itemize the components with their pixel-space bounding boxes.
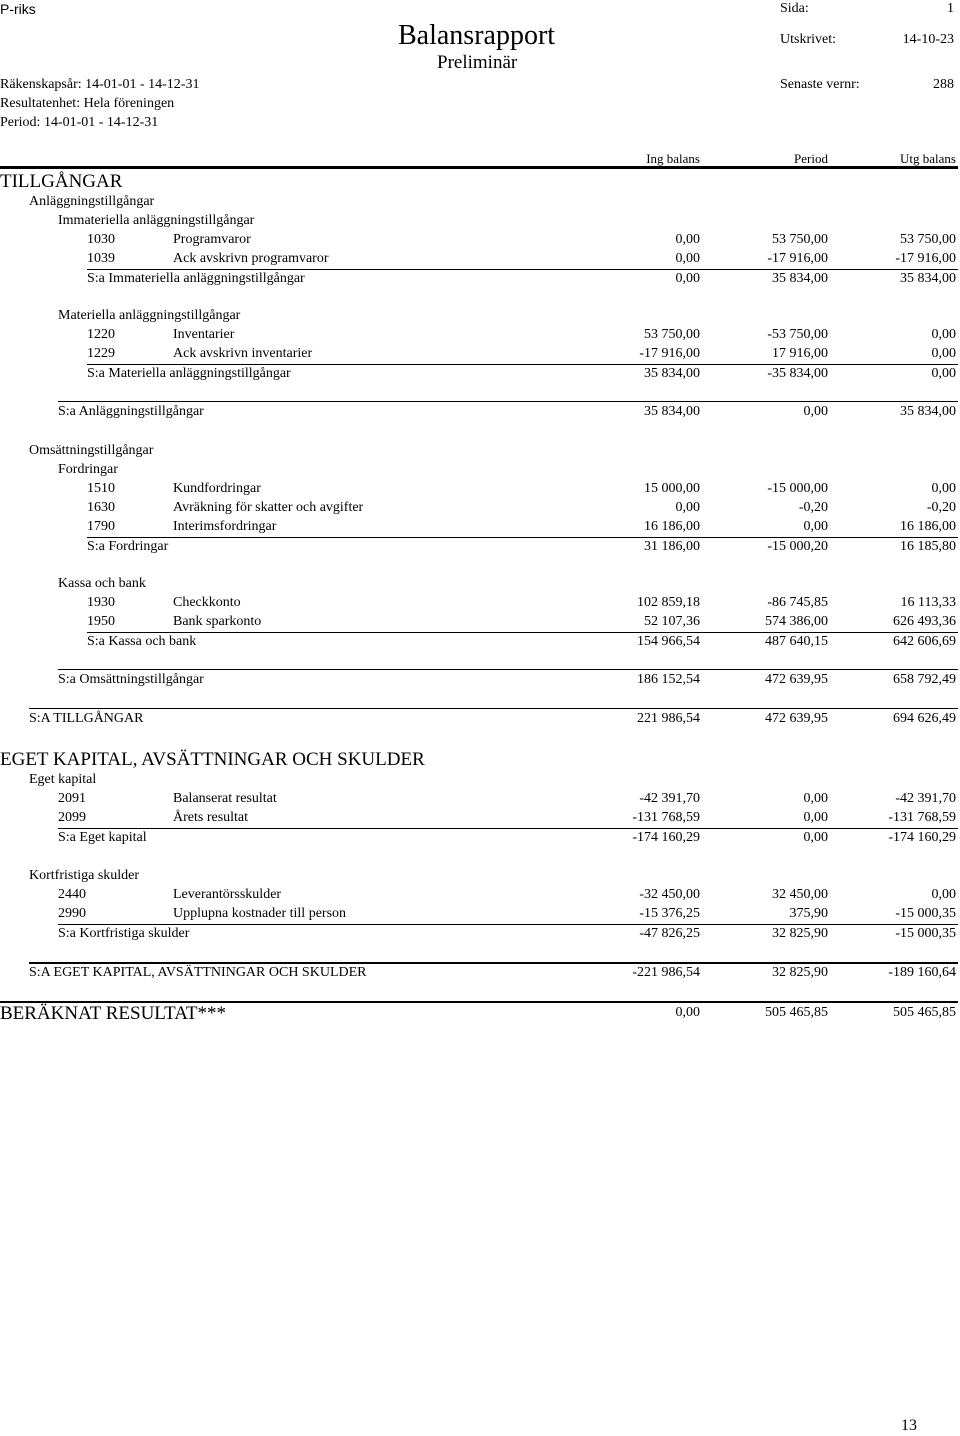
value-period: 472 639,95 [765,672,828,687]
value-ing: 15 000,00 [644,481,700,496]
group-title: Kortfristiga skulder [29,868,140,883]
sum-label: S:a Omsättningstillgångar [58,672,204,687]
value-utg: 0,00 [931,481,956,496]
sum-row [0,635,960,653]
value-period: 472 639,95 [765,711,828,726]
value-ing: -174 160,29 [632,830,700,845]
group-title: Omsättningstillgångar [29,443,154,458]
group-heading [0,444,960,462]
account-row [0,328,960,346]
value-utg: 626 493,36 [893,614,956,629]
value-ing: -221 986,54 [632,965,700,980]
sum-rule [87,364,958,365]
sum-rule [58,669,958,670]
value-utg: 0,00 [931,887,956,902]
sum-row [0,405,960,423]
value-utg: 0,00 [931,366,956,381]
sum-label: S:a Kassa och bank [87,634,197,649]
value-ing: 102 859,18 [637,595,700,610]
sum-rule [87,537,958,538]
subgroup-heading [0,309,960,327]
sum-row [0,831,960,849]
value-utg: -131 768,59 [888,810,956,825]
value-period: -53 750,00 [767,327,828,342]
printed-date: 14-10-23 [902,32,954,47]
value-utg: 53 750,00 [900,232,956,247]
value-ing: -17 916,00 [639,346,700,361]
sum-row [0,712,960,730]
value-utg: 642 606,69 [893,634,956,649]
sum-rule [29,708,958,709]
account-name: Kundfordringar [173,481,261,496]
value-period: 505 465,85 [765,1005,828,1020]
account-code: 2440 [58,887,86,902]
value-ing: 53 750,00 [644,327,700,342]
value-period: 0,00 [803,404,828,419]
printed-label: Utskrivet: [780,32,836,47]
value-ing: -42 391,70 [639,791,700,806]
sum-label: S:a Immateriella anläggningstillgångar [87,271,305,286]
account-row [0,811,960,829]
sum-rule [87,269,958,270]
value-period: 32 450,00 [772,887,828,902]
sum-rule [58,924,958,925]
value-utg: 35 834,00 [900,271,956,286]
value-utg: 694 626,49 [893,711,956,726]
account-code: 2099 [58,810,86,825]
value-utg: -0,20 [926,500,956,515]
period-range: Period: 14-01-01 - 14-12-31 [0,115,159,130]
value-ing: -32 450,00 [639,887,700,902]
sum-label: S:a Anläggningstillgångar [58,404,204,419]
subgroup-title: Immateriella anläggningstillgångar [58,213,255,228]
value-period: 0,00 [803,830,828,845]
account-row [0,501,960,519]
sum-rule [29,962,958,964]
value-ing: 16 186,00 [644,519,700,534]
sum-row [0,927,960,945]
account-row [0,596,960,614]
value-period: -35 834,00 [767,366,828,381]
sum-row [0,966,960,984]
value-ing: 186 152,54 [637,672,700,687]
sum-row [0,367,960,385]
sum-rule [87,632,958,633]
account-row [0,347,960,365]
account-code: 2091 [58,791,86,806]
value-utg: 658 792,49 [893,672,956,687]
value-utg: 35 834,00 [900,404,956,419]
group-heading [0,869,960,887]
account-row [0,520,960,538]
value-period: 0,00 [803,519,828,534]
account-name: Ack avskrivn programvaror [173,251,329,266]
value-ing: 0,00 [675,232,700,247]
value-utg: 0,00 [931,327,956,342]
value-period: 574 386,00 [765,614,828,629]
subgroup-title: Materiella anläggningstillgångar [58,308,241,323]
value-period: 17 916,00 [772,346,828,361]
sum-rule [58,828,958,829]
value-utg: -42 391,70 [895,791,956,806]
account-row [0,615,960,633]
sum-label: S:A EGET KAPITAL, AVSÄTTNINGAR OCH SKULDER [29,965,367,980]
result-unit: Resultatenhet: Hela föreningen [0,96,175,111]
value-period: 32 825,90 [772,965,828,980]
sum-rule [58,401,958,402]
account-name: Årets resultat [173,810,249,825]
account-row [0,907,960,925]
org-name: P-riks [0,1,36,17]
result-row [0,1003,960,1024]
section-title: TILLGÅNGAR [0,171,123,192]
value-period: -86 745,85 [767,595,828,610]
value-ing: 35 834,00 [644,404,700,419]
page-label: Sida: [780,1,809,16]
value-ing: 31 186,00 [644,539,700,554]
value-period: -17 916,00 [767,251,828,266]
sum-row [0,540,960,558]
value-period: -0,20 [798,500,828,515]
value-utg: 16 186,00 [900,519,956,534]
account-name: Inventarier [173,327,235,342]
account-code: 1229 [87,346,115,361]
page-number: 13 [901,1417,917,1434]
subgroup-title: Kassa och bank [58,576,146,591]
account-name: Leverantörsskulder [173,887,282,902]
value-utg: -189 160,64 [888,965,956,980]
account-name: Upplupna kostnader till person [173,906,347,921]
account-row [0,252,960,270]
account-name: Balanserat resultat [173,791,277,806]
fiscal-year: Räkenskapsår: 14-01-01 - 14-12-31 [0,77,200,92]
value-ing: 0,00 [675,1005,700,1020]
value-ing: 0,00 [675,271,700,286]
sum-row [0,673,960,691]
section-title: EGET KAPITAL, AVSÄTTNINGAR OCH SKULDER [0,749,425,770]
sum-label: S:a Fordringar [87,539,169,554]
value-utg: 0,00 [931,346,956,361]
account-name: Ack avskrivn inventarier [173,346,313,361]
value-ing: 0,00 [675,500,700,515]
sum-label: S:a Materiella anläggningstillgångar [87,366,291,381]
subgroup-heading [0,214,960,232]
section-heading [0,750,960,768]
account-row [0,888,960,906]
account-row [0,482,960,500]
value-period: 53 750,00 [772,232,828,247]
subgroup-heading [0,463,960,481]
group-heading [0,773,960,791]
account-code: 1790 [87,519,115,534]
value-period: 487 640,15 [765,634,828,649]
col-utg-balans: Utg balans [900,151,956,166]
section-heading [0,172,960,190]
value-period: -15 000,00 [767,481,828,496]
value-utg: 16 113,33 [900,595,956,610]
latest-vernr-value: 288 [933,77,954,92]
account-code: 1510 [87,481,115,496]
value-period: 0,00 [803,791,828,806]
value-ing: -131 768,59 [632,810,700,825]
value-period: 32 825,90 [772,926,828,941]
group-title: Eget kapital [29,772,97,787]
report-subtitle: Preliminär [437,52,518,73]
account-code: 1030 [87,232,115,247]
sum-label: S:A TILLGÅNGAR [29,711,144,726]
page-value: 1 [947,1,954,16]
value-period: 0,00 [803,810,828,825]
account-code: 1039 [87,251,115,266]
account-row [0,233,960,251]
sum-label: S:a Eget kapital [58,830,147,845]
subgroup-title: Fordringar [58,462,118,477]
value-utg: 505 465,85 [893,1005,956,1020]
value-utg: -15 000,35 [895,906,956,921]
header-rule [0,166,958,169]
value-ing: 221 986,54 [637,711,700,726]
account-code: 1950 [87,614,115,629]
account-name: Programvaror [173,232,251,247]
account-name: Avräkning för skatter och avgifter [173,500,364,515]
account-name: Checkkonto [173,595,241,610]
value-period: -15 000,20 [767,539,828,554]
value-period: 375,90 [789,906,828,921]
subgroup-heading [0,577,960,595]
account-code: 1630 [87,500,115,515]
group-heading [0,195,960,213]
value-utg: -15 000,35 [895,926,956,941]
account-name: Bank sparkonto [173,614,262,629]
value-utg: -17 916,00 [895,251,956,266]
value-ing: -47 826,25 [639,926,700,941]
sum-row [0,272,960,290]
account-code: 1220 [87,327,115,342]
value-period: 35 834,00 [772,271,828,286]
latest-vernr-label: Senaste vernr: [780,77,860,92]
account-row [0,792,960,810]
group-title: Anläggningstillgångar [29,194,155,209]
value-ing: 154 966,54 [637,634,700,649]
value-ing: 35 834,00 [644,366,700,381]
value-ing: 52 107,36 [644,614,700,629]
account-code: 1930 [87,595,115,610]
report-title: Balansrapport [398,20,556,51]
value-utg: 16 185,80 [900,539,956,554]
sum-label: S:a Kortfristiga skulder [58,926,190,941]
value-ing: -15 376,25 [639,906,700,921]
result-label: BERÄKNAT RESULTAT*** [0,1003,226,1024]
col-period: Period [794,151,828,166]
account-code: 2990 [58,906,86,921]
account-name: Interimsfordringar [173,519,277,534]
value-utg: -174 160,29 [888,830,956,845]
value-ing: 0,00 [675,251,700,266]
col-ing-balans: Ing balans [646,151,700,166]
